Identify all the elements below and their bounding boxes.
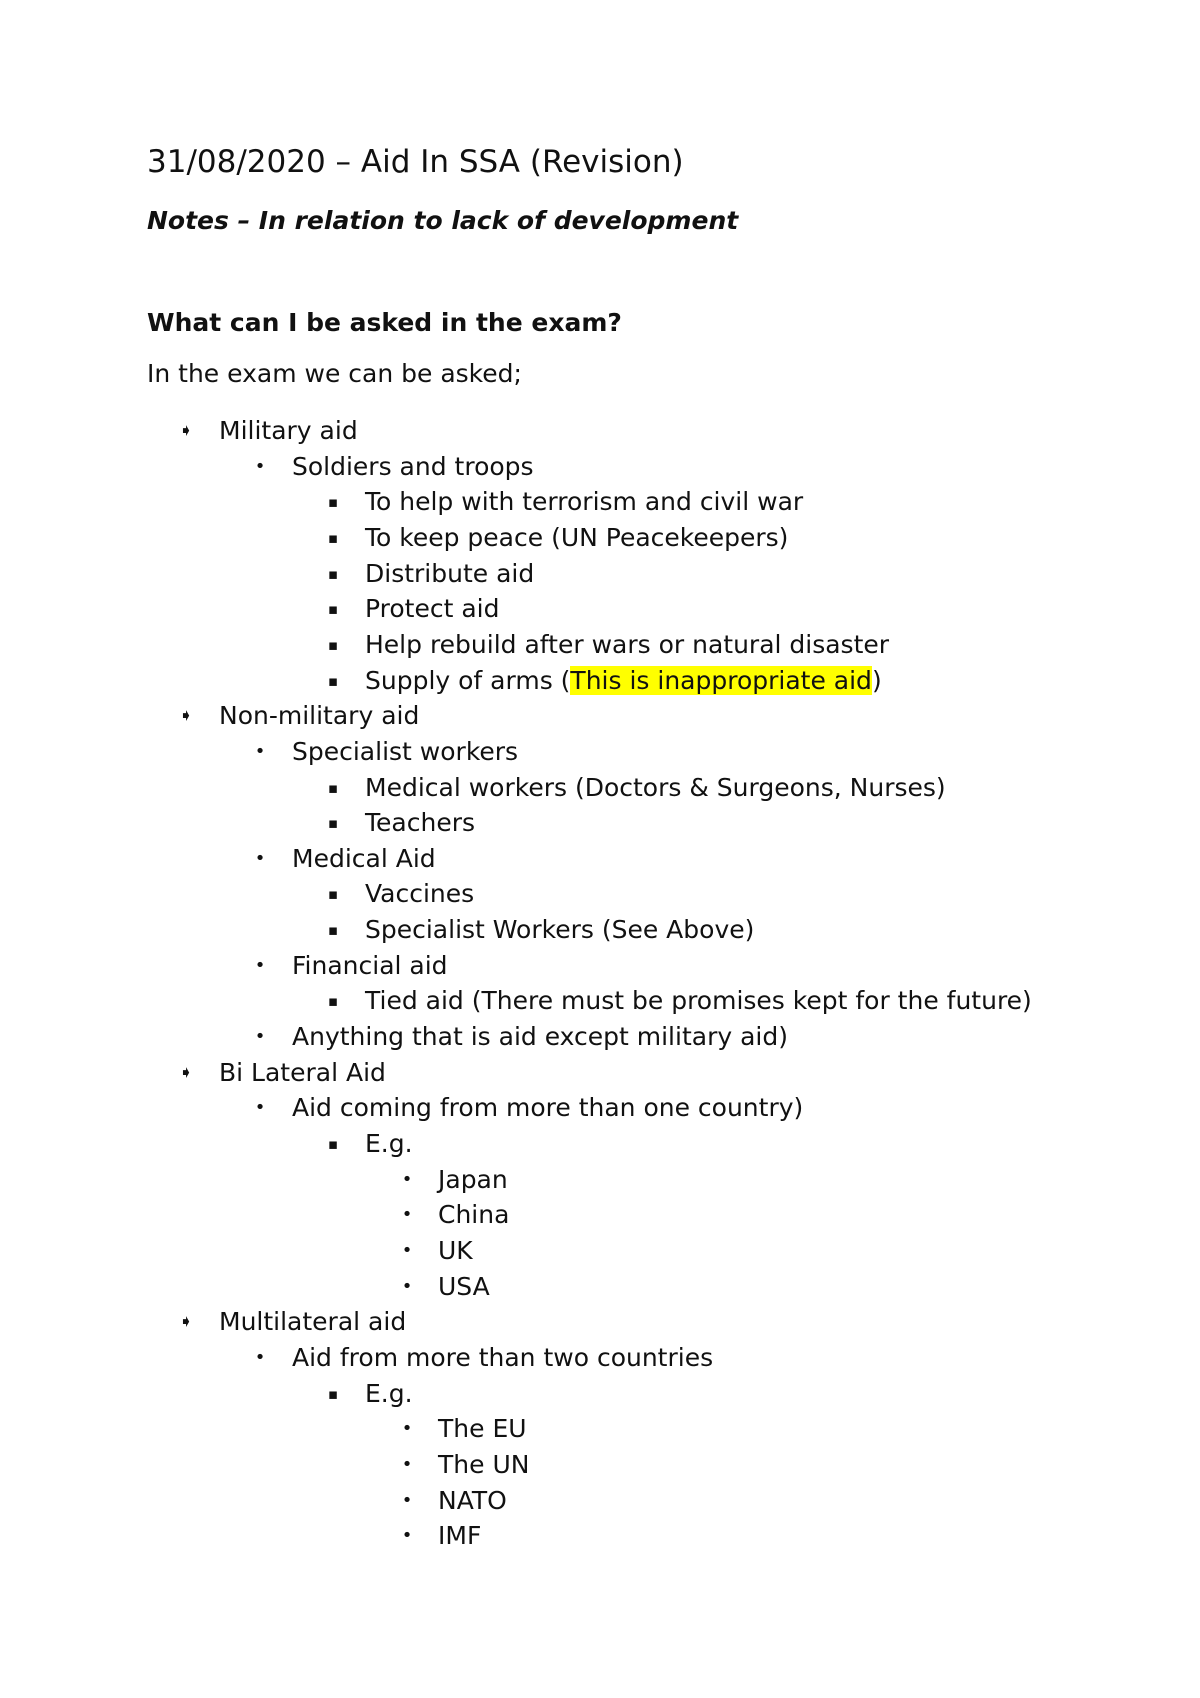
- list-item: [0, 842, 1200, 876]
- list-item: [0, 877, 1200, 911]
- list-item: [0, 414, 1200, 448]
- list-item: [0, 485, 1200, 519]
- bullet-icon: •: [401, 1525, 413, 1547]
- list-item-text: Aid from more than two countries: [292, 1342, 714, 1372]
- bullet-icon: •: [254, 1346, 266, 1368]
- list-item-text: NATO: [438, 1485, 507, 1515]
- bullet-icon: ▪: [327, 528, 339, 547]
- bullet-icon: ▪: [327, 885, 339, 904]
- bullet-icon: •: [401, 1204, 413, 1226]
- list-item-text: IMF: [438, 1521, 482, 1551]
- list-item: [0, 1377, 1200, 1411]
- list-item-text: To help with terrorism and civil war: [365, 487, 804, 517]
- bullet-icon: •: [401, 1275, 413, 1297]
- bullet-icon: •: [401, 1239, 413, 1261]
- list-item: [0, 1127, 1200, 1161]
- intro-text: In the exam we can be asked;: [147, 359, 522, 388]
- text-run: Supply of arms (: [365, 665, 571, 695]
- bullet-icon: •: [254, 954, 266, 976]
- bullet-icon: •: [254, 1026, 266, 1048]
- list-item-text: Teachers: [365, 808, 475, 838]
- bullet-icon: •: [401, 1453, 413, 1475]
- bullet-icon: •: [254, 1097, 266, 1119]
- list-item: [0, 557, 1200, 591]
- list-item-text: Specialist Workers (See Above): [365, 915, 755, 945]
- list-item: [0, 1448, 1200, 1482]
- bullet-icon: ➧: [178, 421, 194, 441]
- list-item: [0, 1163, 1200, 1197]
- list-item: [0, 735, 1200, 769]
- document-subtitle: Notes – In relation to lack of development: [147, 206, 739, 235]
- list-item: [0, 1020, 1200, 1054]
- list-item-text: E.g.: [365, 1129, 413, 1158]
- bullet-icon: ▪: [327, 493, 339, 512]
- bullet-icon: •: [254, 847, 266, 869]
- list-item-text: To keep peace (UN Peacekeepers): [365, 522, 789, 552]
- bullet-icon: ▪: [327, 600, 339, 619]
- list-item: [0, 521, 1200, 555]
- list-item-text: USA: [438, 1271, 490, 1301]
- bullet-icon: ▪: [327, 814, 339, 833]
- bullet-icon: ▪: [327, 1135, 339, 1153]
- document-title: 31/08/2020 – Aid In SSA (Revision): [147, 144, 684, 180]
- list-item: [0, 913, 1200, 947]
- list-item: [0, 450, 1200, 484]
- bullet-icon: ▪: [327, 992, 339, 1011]
- bullet-icon: •: [254, 740, 266, 762]
- bullet-icon: ➧: [178, 706, 194, 727]
- list-item: [0, 1270, 1200, 1304]
- bullet-icon: •: [401, 1168, 413, 1190]
- list-item: [0, 664, 1200, 698]
- text-run: ): [871, 665, 882, 695]
- list-item-text: Financial aid: [292, 950, 448, 980]
- list-item: [0, 1412, 1200, 1446]
- list-item: [0, 984, 1200, 1018]
- list-item-text: Help rebuild after wars or natural disaster: [365, 629, 890, 659]
- bullet-icon: •: [254, 455, 266, 477]
- bullet-icon: ▪: [327, 671, 339, 690]
- list-item-text: Soldiers and troops: [292, 451, 534, 481]
- list-item-text: E.g.: [365, 1378, 413, 1408]
- list-item: [0, 806, 1200, 840]
- list-item-text: Multilateral aid: [219, 1307, 407, 1337]
- list-item: [0, 1198, 1200, 1232]
- list-item-text: The EU: [438, 1414, 527, 1444]
- list-item-text: Japan: [438, 1164, 508, 1194]
- highlighted-text: This is inappropriate aid: [570, 665, 872, 695]
- list-item: [0, 592, 1200, 626]
- bullet-icon: ➧: [178, 1312, 194, 1333]
- list-item-text: Medical Aid: [292, 843, 436, 873]
- list-item: [0, 628, 1200, 662]
- list-item-text: UK: [438, 1235, 473, 1265]
- list-item: [0, 1305, 1200, 1339]
- list-item-text: Vaccines: [365, 879, 475, 909]
- bullet-icon: ▪: [327, 635, 339, 654]
- bullet-icon: ▪: [327, 921, 339, 940]
- list-item: [0, 1341, 1200, 1375]
- list-item-text: China: [438, 1200, 510, 1230]
- section-heading: What can I be asked in the exam?: [147, 308, 622, 337]
- bullet-icon: ▪: [327, 1384, 339, 1403]
- bullet-icon: ➧: [178, 1062, 194, 1083]
- list-item: [0, 949, 1200, 983]
- list-item-text: Bi Lateral Aid: [219, 1057, 386, 1087]
- list-item: [0, 1519, 1200, 1553]
- list-item: [0, 1484, 1200, 1518]
- list-item: [0, 1091, 1200, 1125]
- list-item-text: Distribute aid: [365, 558, 535, 588]
- list-item-text: Protect aid: [365, 594, 500, 624]
- list-item-text: Aid coming from more than one country): [292, 1093, 804, 1123]
- bullet-icon: ▪: [327, 778, 339, 797]
- list-item: [0, 1234, 1200, 1268]
- list-item: [0, 771, 1200, 805]
- list-item-text: Anything that is aid except military aid): [292, 1022, 788, 1052]
- list-item-text: Tied aid (There must be promises kept for the future): [365, 986, 1032, 1016]
- list-item: [0, 1056, 1200, 1090]
- list-item-text: Military aid: [219, 416, 358, 445]
- list-item-text: Specialist workers: [292, 736, 519, 766]
- list-item-text: The UN: [438, 1449, 530, 1479]
- bullet-icon: ▪: [327, 564, 339, 583]
- list-item-text: Medical workers (Doctors & Surgeons, Nurses): [365, 772, 946, 802]
- list-item-text: [365, 664, 882, 698]
- list-item: [0, 699, 1200, 733]
- list-item-text: Non-military aid: [219, 701, 420, 731]
- bullet-icon: •: [401, 1418, 413, 1440]
- bullet-icon: •: [401, 1489, 413, 1511]
